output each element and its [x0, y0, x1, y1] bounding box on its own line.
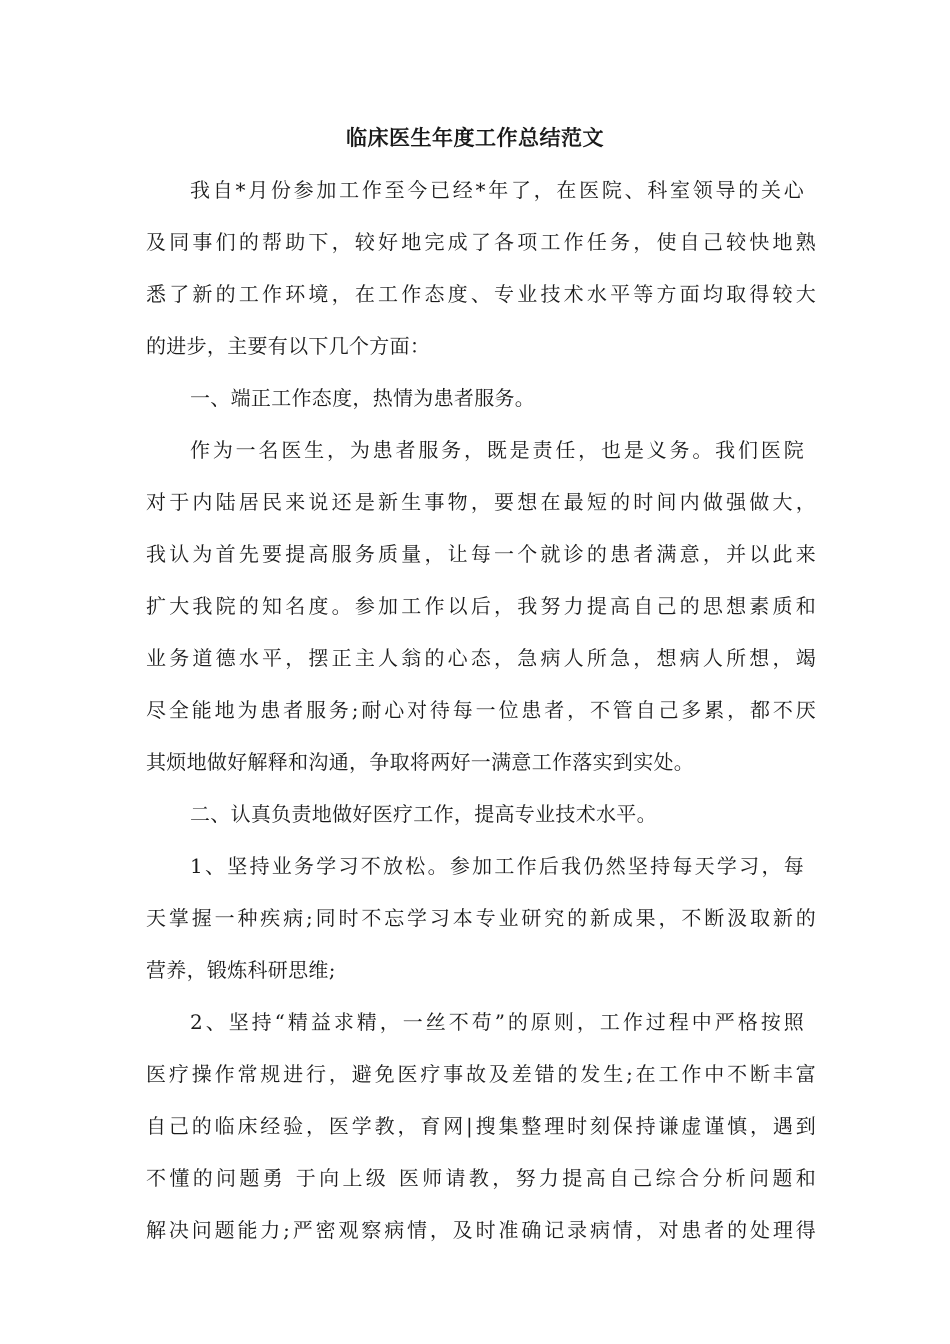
paragraph-line: 2、坚持“精益求精，一丝不苟”的原则，工作过程中严格按照 — [190, 1010, 804, 1034]
paragraph-line: 营养，锻炼科研思维; — [146, 958, 336, 982]
section-heading: 二、认真负责地做好医疗工作，提高专业技术水平。 — [190, 802, 657, 826]
paragraph-line: 扩大我院的知名度。参加工作以后，我努力提高自己的思想素质和 — [146, 594, 816, 618]
paragraph-line: 及同事们的帮助下，较好地完成了各项工作任务，使自己较快地熟 — [146, 230, 816, 254]
document-title: 临床医生年度工作总结范文 — [346, 125, 604, 150]
paragraph-line: 业务道德水平，摆正主人翁的心态，急病人所急，想病人所想，竭 — [146, 646, 816, 670]
paragraph-line: 天掌握一种疾病;同时不忘学习本专业研究的新成果，不断汲取新的 — [146, 906, 816, 930]
paragraph-line: 的进步，主要有以下几个方面： — [146, 334, 431, 358]
paragraph-line: 其烦地做好解释和沟通，争取将两好一满意工作落实到实处。 — [146, 750, 695, 774]
section-heading: 一、端正工作态度，热情为患者服务。 — [190, 386, 536, 410]
paragraph-line: 对于内陆居民来说还是新生事物，要想在最短的时间内做强做大， — [146, 490, 816, 514]
paragraph-line: 解决问题能力;严密观察病情，及时准确记录病情，对患者的处理得 — [146, 1218, 816, 1242]
paragraph-line: 自己的临床经验，医学教，育网|搜集整理时刻保持谦虚谨慎，遇到 — [146, 1114, 816, 1138]
paragraph-line: 作为一名医生，为患者服务，既是责任，也是义务。我们医院 — [190, 438, 804, 462]
paragraph-line: 医疗操作常规进行，避免医疗事故及差错的发生;在工作中不断丰富 — [146, 1062, 816, 1086]
paragraph-line: 尽全能地为患者服务;耐心对待每一位患者，不管自己多累，都不厌 — [146, 698, 816, 722]
paragraph-line: 我认为首先要提高服务质量，让每一个就诊的患者满意，并以此来 — [146, 542, 816, 566]
paragraph-line: 1、坚持业务学习不放松。参加工作后我仍然坚持每天学习，每 — [190, 854, 804, 878]
paragraph-line: 悉了新的工作环境，在工作态度、专业技术水平等方面均取得较大 — [146, 282, 816, 306]
paragraph-line: 不懂的问题勇 于向上级 医师请教，努力提高自己综合分析问题和 — [146, 1166, 816, 1190]
paragraph-line: 我自*月份参加工作至今已经*年了，在医院、科室领导的关心 — [190, 178, 804, 202]
